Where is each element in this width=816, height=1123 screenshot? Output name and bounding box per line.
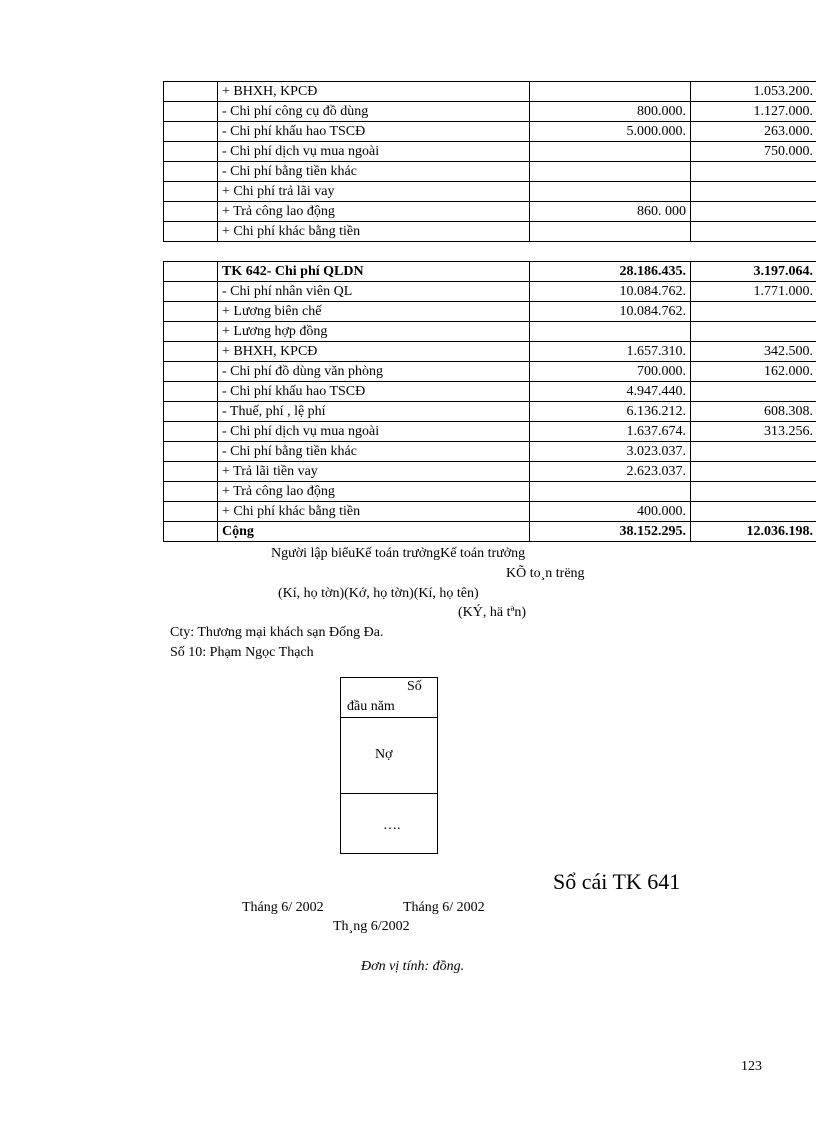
amount-cell-2: 313.256. [691, 422, 816, 442]
row-index-cell [164, 162, 218, 182]
table-row [164, 462, 816, 482]
row-index-cell [164, 522, 218, 542]
amount-cell-2: 1.127.000. [691, 102, 816, 122]
balance-box [340, 677, 438, 854]
amount-cell-1: 6.136.212. [530, 402, 691, 422]
table-row [164, 162, 816, 182]
item-name-cell: - Chi phí nhân viên QL [218, 282, 530, 302]
table-row [164, 102, 816, 122]
row-index-cell [164, 302, 218, 322]
table-row [164, 282, 816, 302]
table-row [164, 322, 816, 342]
item-name-cell: - Chi phí bằng tiền khác [218, 442, 530, 462]
amount-cell-1 [530, 142, 691, 162]
amount-cell-1: 800.000. [530, 102, 691, 122]
signature-titles: Người lập biểuKế toán trưởngKế toán trưởng [271, 546, 526, 561]
item-name-cell: + Chi phí khác bằng tiền [218, 502, 530, 522]
item-name-cell: - Thuế, phí , lệ phí [218, 402, 530, 422]
item-name-cell: + Trả công lao động [218, 202, 530, 222]
amount-cell-2: 342.500. [691, 342, 816, 362]
amount-cell-2 [691, 302, 816, 322]
box-header-dau-nam: đầu năm [347, 699, 395, 714]
amount-cell-2 [691, 162, 816, 182]
amount-cell-1 [530, 222, 691, 242]
row-index-cell [164, 362, 218, 382]
unit-label: Đơn vị tính: đồng. [361, 959, 465, 974]
item-name-cell: TK 642- Chi phí QLDN [218, 262, 530, 282]
row-index-cell [164, 182, 218, 202]
item-name-cell: + Chi phí khác bằng tiền [218, 222, 530, 242]
amount-cell-1: 1.657.310. [530, 342, 691, 362]
table-row [164, 222, 816, 242]
amount-cell-1: 10.084.762. [530, 282, 691, 302]
row-index-cell [164, 122, 218, 142]
item-name-cell: + Lương biên chế [218, 302, 530, 322]
table-row [164, 442, 816, 462]
item-name-cell: + BHXH, KPCĐ [218, 342, 530, 362]
month-label-2: Tháng 6/ 2002 [403, 900, 485, 915]
table-row [164, 182, 816, 202]
row-index-cell [164, 222, 218, 242]
row-index-cell [164, 382, 218, 402]
table-row [164, 502, 816, 522]
amount-cell-1: 860. 000 [530, 202, 691, 222]
row-index-cell [164, 82, 218, 102]
signature-note-garbled: (KÝ, hä tªn) [458, 605, 527, 620]
amount-cell-2 [691, 322, 816, 342]
table-row [164, 202, 816, 222]
item-name-cell: + Lương hợp đồng [218, 322, 530, 342]
row-index-cell [164, 442, 218, 462]
amount-cell-2: 3.197.064. [691, 262, 816, 282]
amount-cell-2: 12.036.198. [691, 522, 816, 542]
row-index-cell [164, 202, 218, 222]
box-ellipsis: …. [383, 818, 401, 833]
amount-cell-1: 3.023.037. [530, 442, 691, 462]
table-row [164, 402, 816, 422]
box-bottom-cell [341, 794, 437, 853]
table-row [164, 142, 816, 162]
item-name-cell: + Trả lãi tiền vay [218, 462, 530, 482]
ledger-title: Sổ cái TK 641 [553, 869, 681, 894]
item-name-cell: - Chi phí đồ dùng văn phòng [218, 362, 530, 382]
table-row [164, 422, 816, 442]
amount-cell-1: 5.000.000. [530, 122, 691, 142]
row-index-cell [164, 342, 218, 362]
amount-cell-1 [530, 182, 691, 202]
amount-cell-1: 400.000. [530, 502, 691, 522]
row-index-cell [164, 502, 218, 522]
page-number: 123 [741, 1059, 762, 1074]
item-name-cell: + BHXH, KPCĐ [218, 82, 530, 102]
box-header-cell [341, 678, 437, 718]
row-index-cell [164, 482, 218, 502]
box-debit-label: Nợ [375, 747, 393, 762]
amount-cell-2: 750.000. [691, 142, 816, 162]
amount-cell-1: 38.152.295. [530, 522, 691, 542]
amount-cell-2: 263.000. [691, 122, 816, 142]
company-address: Số 10: Phạm Ngọc Thạch [170, 645, 314, 660]
item-name-cell: - Chi phí công cụ đồ dùng [218, 102, 530, 122]
table-row [164, 482, 816, 502]
row-index-cell [164, 142, 218, 162]
row-index-cell [164, 102, 218, 122]
row-index-cell [164, 422, 218, 442]
amount-cell-1: 28.186.435. [530, 262, 691, 282]
row-index-cell [164, 462, 218, 482]
amount-cell-1: 1.637.674. [530, 422, 691, 442]
amount-cell-1 [530, 82, 691, 102]
amount-cell-2: 608.308. [691, 402, 816, 422]
row-index-cell [164, 322, 218, 342]
row-index-cell [164, 262, 218, 282]
amount-cell-1: 4.947.440. [530, 382, 691, 402]
amount-cell-2: 1.053.200. [691, 82, 816, 102]
item-name-cell: Cộng [218, 522, 530, 542]
table-row [164, 262, 816, 282]
item-name-cell: - Chi phí dịch vụ mua ngoài [218, 422, 530, 442]
item-name-cell: + Chi phí trả lãi vay [218, 182, 530, 202]
amount-cell-2 [691, 382, 816, 402]
amount-cell-1: 10.084.762. [530, 302, 691, 322]
table-row [164, 82, 816, 102]
month-label-3: Th¸ng 6/2002 [333, 919, 410, 934]
row-index-cell [164, 402, 218, 422]
expense-table-642 [163, 261, 816, 542]
amount-cell-2: 1.771.000. [691, 282, 816, 302]
month-label-1: Tháng 6/ 2002 [242, 900, 324, 915]
row-index-cell [164, 282, 218, 302]
table-row [164, 342, 816, 362]
item-name-cell: - Chi phí khấu hao TSCĐ [218, 382, 530, 402]
table-row [164, 302, 816, 322]
amount-cell-1: 700.000. [530, 362, 691, 382]
item-name-cell: - Chi phí khấu hao TSCĐ [218, 122, 530, 142]
item-name-cell: + Trả công lao động [218, 482, 530, 502]
table-row [164, 122, 816, 142]
table-row [164, 382, 816, 402]
expense-table-641 [163, 81, 816, 242]
amount-cell-1 [530, 162, 691, 182]
amount-cell-1: 2.623.037. [530, 462, 691, 482]
amount-cell-2 [691, 502, 816, 522]
signature-notes: (Kí, họ tờn)(Kớ, họ tờn)(Kí, họ tên) [278, 586, 479, 601]
amount-cell-2: 162.000. [691, 362, 816, 382]
amount-cell-2 [691, 182, 816, 202]
amount-cell-2 [691, 222, 816, 242]
table-row [164, 522, 816, 542]
table-row [164, 362, 816, 382]
amount-cell-2 [691, 442, 816, 462]
amount-cell-1 [530, 482, 691, 502]
signature-title-garbled: KÕ to¸n trëng [506, 566, 585, 581]
item-name-cell: - Chi phí dịch vụ mua ngoài [218, 142, 530, 162]
item-name-cell: - Chi phí bằng tiền khác [218, 162, 530, 182]
box-header-so: Số [407, 679, 422, 694]
amount-cell-1 [530, 322, 691, 342]
box-debit-cell [341, 718, 437, 794]
amount-cell-2 [691, 482, 816, 502]
amount-cell-2 [691, 202, 816, 222]
amount-cell-2 [691, 462, 816, 482]
company-name: Cty: Thương mại khách sạn Đống Đa. [170, 625, 384, 640]
